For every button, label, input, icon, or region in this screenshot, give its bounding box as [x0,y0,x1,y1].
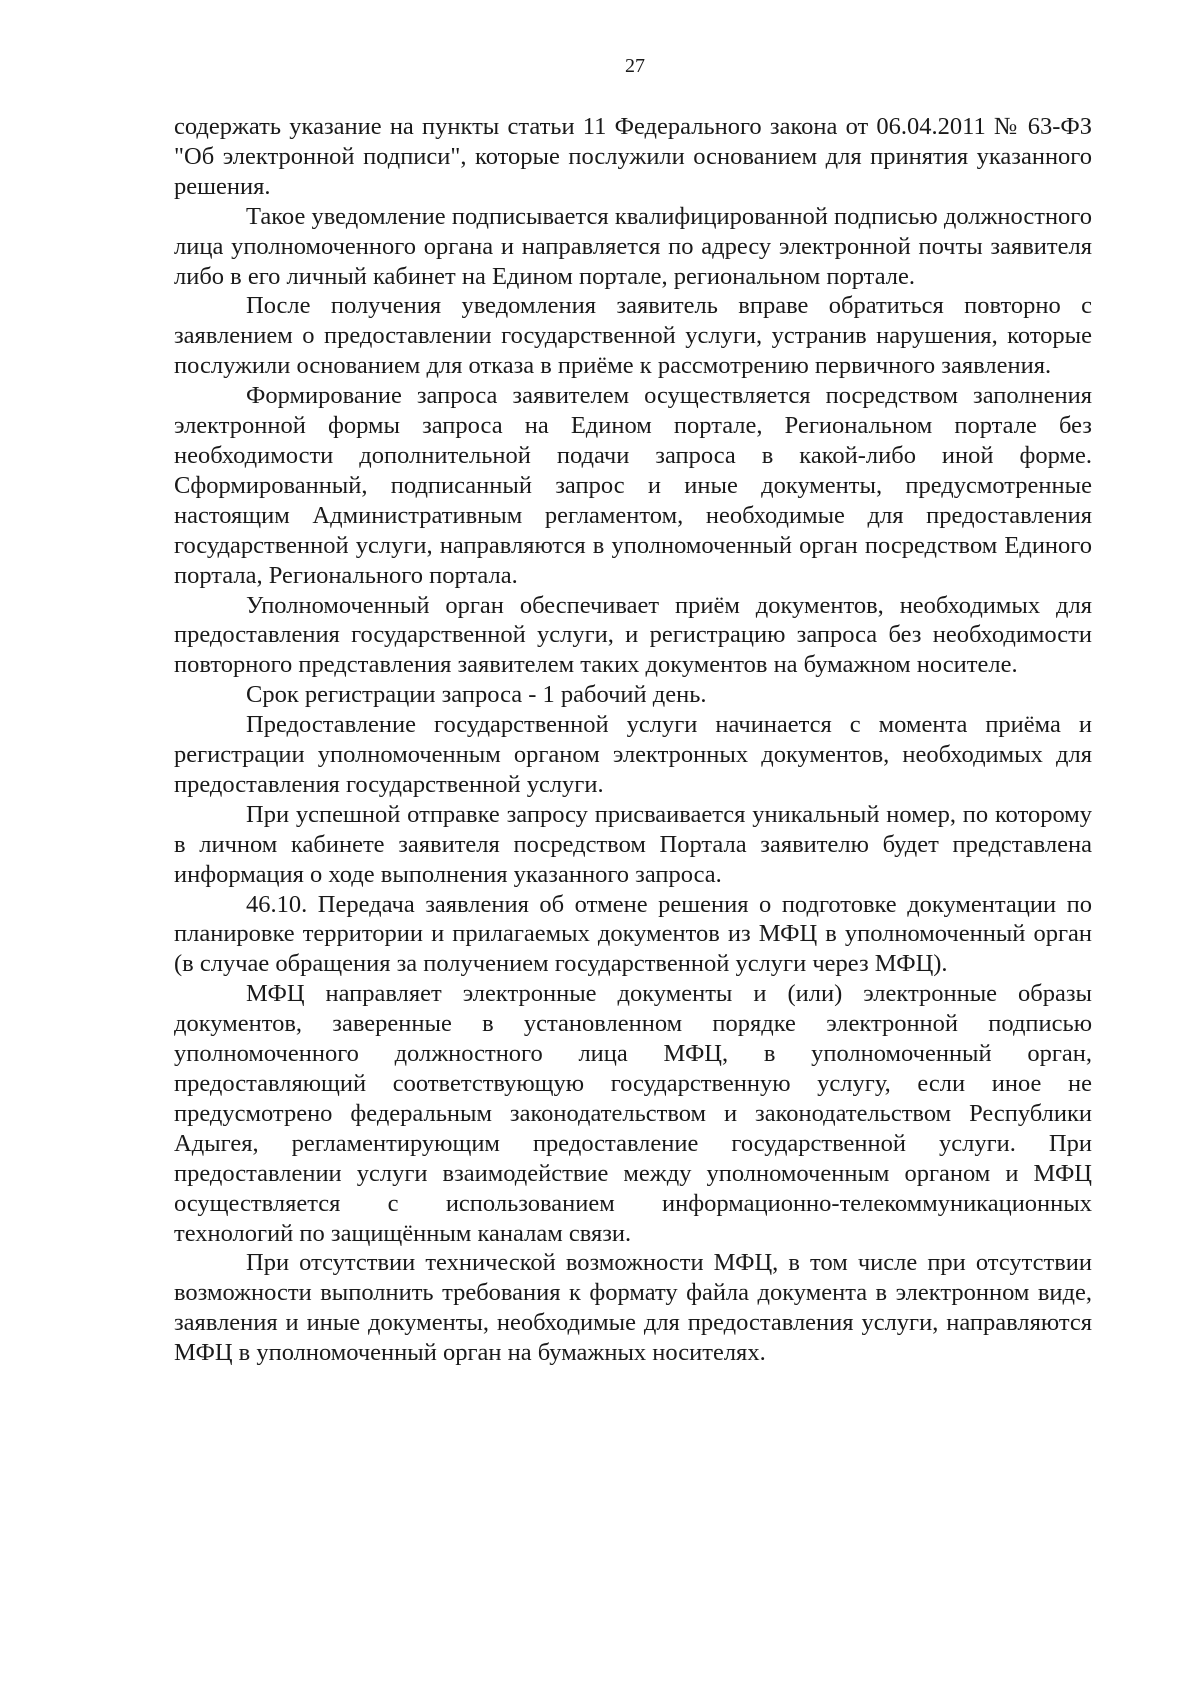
paragraph: Предоставление государственной услуги начинается с момента приёма и регистрации уполномоченным органом электронных документов, необходимых для предоставления государственной услуги. [174,711,1092,798]
paragraph: Срок регистрации запроса - 1 рабочий день. [246,681,707,709]
paragraph: 46.10. Передача заявления об отмене решения о подготовке документации по планировке территории и прилагаемых документов из МФЦ в уполномоченный орган (в случае обращения за получением государственной услуги через МФЦ). [174,890,1092,978]
paragraph: Уполномоченный орган обеспечивает приём документов, необходимых для предоставления государственной услуги, и регистрацию запроса без необходимости повторного представления заявителем таких документов на бумажном носителе. [174,591,1092,679]
page-number: 27 [625,55,645,77]
paragraph: МФЦ направляет электронные документы и (или) электронные образы документов, заверенные в установленном порядке электронной подписью уполномоченного должностного лица МФЦ, в уполномоченный орган, предоставляющий соответствующую государственную услугу, если иное не предусмотрено федеральным законодательством и законодательством Республики Адыгея, регламентирующим предоставление государственной услуги. При предоставлении услуги взаимодействие между уполномоченным органом и МФЦ осуществляется с использованием информационно-телекоммуникационных технологий по защищённым каналам связи. [174,980,1092,1247]
paragraph: При отсутствии технической возможности МФЦ, в том числе при отсутствии возможности выполнить требования к формату файла документа в электронном виде, заявления и иные документы, необходимые для предоставления услуги, направляются МФЦ в уполномоченный орган на бумажных носителях. [174,1249,1092,1367]
paragraph: После получения уведомления заявитель вправе обратиться повторно с заявлением о предоставлении государственной услуги, устранив нарушения, которые послужили основанием для отказа в приёме к рассмотрению первичного заявления. [174,292,1092,380]
paragraph: Такое уведомление подписывается квалифицированной подписью должностного лица уполномоченного органа и направляется по адресу электронной почты заявителя либо в его личный кабинет на Едином портале, региональном портале. [174,202,1092,290]
paragraph: Формирование запроса заявителем осуществляется посредством заполнения электронной формы запроса на Едином портале, Региональном портале без необходимости дополнительной подачи запроса в какой-либо иной форме. Сформированный, подписанный запрос и иные документы, предусмотренные настоящим Административным регламентом, необходимые для предоставления государственной услуги, направляются в уполномоченный орган посредством Единого портала, Регионального портала. [174,382,1092,589]
paragraph: содержать указание на пункты статьи 11 Федерального закона от 06.04.2011 № 63-ФЗ "Об электронной подписи", которые послужили основанием для принятия указанного решения. [174,113,1092,200]
paragraph: При успешной отправке запросу присваивается уникальный номер, по которому в личном кабинете заявителя посредством Портала заявителю будет представлена информация о ходе выполнения указанного запроса. [174,800,1092,888]
document-body [174,112,1092,1368]
